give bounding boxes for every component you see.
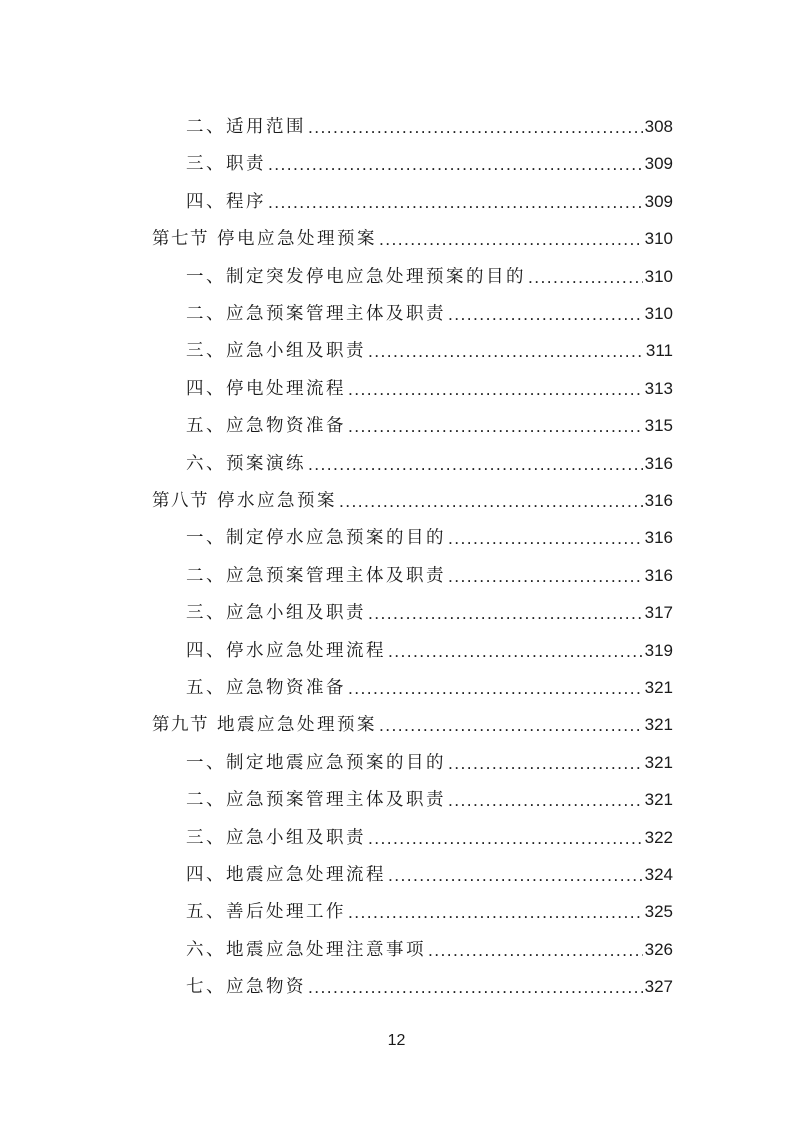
- toc-entry-page: 316: [644, 565, 673, 585]
- toc-entry-title: 一、制定突发停电应急处理预案的目的: [186, 266, 526, 287]
- toc-entry[interactable]: [186, 400, 673, 437]
- dot-leader: [348, 677, 643, 699]
- toc-entry-title: 一、制定停水应急预案的目的: [186, 528, 446, 549]
- dot-leader: [308, 453, 643, 475]
- toc-section-number: 第八节: [152, 491, 209, 511]
- toc-entry[interactable]: [186, 849, 673, 886]
- toc-entry[interactable]: [186, 662, 673, 699]
- dot-leader: [388, 640, 643, 662]
- toc-entry-title: 停水应急预案: [217, 491, 337, 511]
- toc-entry-page: 317: [644, 603, 673, 623]
- dot-leader: [339, 490, 643, 512]
- dot-leader: [448, 752, 643, 774]
- toc-entry[interactable]: [186, 924, 673, 961]
- dot-leader: [528, 266, 643, 288]
- toc-entry[interactable]: [186, 774, 673, 811]
- toc-entry-page: 310: [644, 304, 673, 323]
- toc-entry-page: 311: [645, 341, 673, 361]
- toc-section-entry[interactable]: [152, 699, 673, 736]
- toc-entry-title: 七、应急物资: [186, 977, 306, 998]
- dot-leader: [448, 527, 643, 549]
- toc-entry-page: 316: [644, 491, 673, 510]
- dot-leader: [348, 901, 643, 923]
- toc-entry-title: 二、适用范围: [186, 117, 306, 137]
- dot-leader: [368, 340, 644, 362]
- toc-entry[interactable]: [186, 251, 673, 288]
- toc-entry-page: 308: [644, 117, 673, 136]
- dot-leader: [448, 565, 643, 587]
- toc-entry-title: 四、地震应急处理流程: [186, 865, 386, 885]
- dot-leader: [268, 153, 643, 175]
- toc-section-number: 第九节: [152, 715, 209, 736]
- toc-entry-page: 310: [644, 266, 673, 286]
- toc-entry-page: 310: [644, 229, 673, 249]
- dot-leader: [388, 864, 643, 886]
- toc-entry-title: 三、职责: [186, 154, 266, 175]
- toc-entry-title: 五、善后处理工作: [186, 902, 346, 923]
- dot-leader: [308, 976, 643, 998]
- dot-leader: [448, 303, 643, 325]
- toc-entry-title: 四、停水应急处理流程: [186, 640, 386, 661]
- toc-entry-page: 321: [644, 752, 673, 772]
- toc-entry-title: 二、应急预案管理主体及职责: [186, 304, 446, 324]
- toc-entry-page: 324: [644, 865, 673, 884]
- toc-entry-page: 322: [644, 827, 673, 847]
- toc-entry[interactable]: [186, 812, 673, 849]
- toc-entry[interactable]: [186, 438, 673, 475]
- toc-entry[interactable]: [186, 363, 673, 400]
- toc-entry-page: 313: [644, 378, 673, 398]
- toc-entry[interactable]: [186, 512, 673, 549]
- toc-entry-page: 316: [644, 453, 673, 473]
- dot-leader: [379, 228, 643, 250]
- toc-entry-page: 315: [644, 416, 673, 436]
- toc-entry-title: 六、预案演练: [186, 453, 306, 474]
- toc-entry[interactable]: [186, 961, 673, 998]
- dot-leader: [348, 378, 643, 400]
- toc-entry[interactable]: [186, 138, 673, 175]
- toc-entry-title: 二、应急预案管理主体及职责: [186, 565, 446, 586]
- dot-leader: [379, 714, 643, 736]
- toc-entry-title: 停电应急处理预案: [217, 229, 377, 250]
- toc-entry[interactable]: [186, 176, 673, 213]
- toc-entry-page: 321: [644, 790, 673, 810]
- toc-section-number: 第七节: [152, 229, 209, 250]
- toc-entry[interactable]: [186, 886, 673, 923]
- toc-entry-page: 309: [644, 191, 673, 211]
- toc-entry-page: 326: [644, 939, 673, 959]
- toc-section-entry[interactable]: [152, 475, 673, 512]
- toc-entry-title: 地震应急处理预案: [217, 715, 377, 736]
- toc-entry-title: 四、停电处理流程: [186, 378, 346, 399]
- toc-entry[interactable]: [186, 737, 673, 774]
- toc-entry-page: 321: [644, 715, 673, 735]
- toc-entry-title: 二、应急预案管理主体及职责: [186, 790, 446, 811]
- toc-section-entry[interactable]: [152, 213, 673, 250]
- toc-entry-title: 三、应急小组及职责: [186, 827, 366, 848]
- toc-entry-page: 325: [644, 902, 673, 922]
- toc-entry[interactable]: [186, 587, 673, 624]
- dot-leader: [348, 415, 643, 437]
- toc-entry-page: 321: [644, 678, 673, 697]
- dot-leader: [448, 789, 643, 811]
- toc-entry[interactable]: [186, 101, 673, 138]
- toc-entry-page: 316: [644, 528, 673, 548]
- toc-entry[interactable]: [186, 550, 673, 587]
- dot-leader: [428, 939, 643, 961]
- toc-entry-title: 五、应急物资准备: [186, 416, 346, 437]
- toc-entry-title: 三、应急小组及职责: [186, 341, 366, 362]
- toc-entry-title: 一、制定地震应急预案的目的: [186, 752, 446, 773]
- toc-entry-title: 五、应急物资准备: [186, 678, 346, 698]
- toc-entry-page: 309: [644, 154, 673, 174]
- dot-leader: [368, 602, 643, 624]
- dot-leader: [308, 116, 643, 138]
- dot-leader: [368, 827, 643, 849]
- toc-entry[interactable]: [186, 288, 673, 325]
- toc-entry-title: 六、地震应急处理注意事项: [186, 939, 426, 960]
- toc-entry-page: 327: [644, 977, 673, 997]
- toc-entry[interactable]: [186, 625, 673, 662]
- toc-entry-title: 四、程序: [186, 191, 266, 212]
- dot-leader: [268, 191, 643, 213]
- toc-entry-title: 三、应急小组及职责: [186, 603, 366, 624]
- toc-entry[interactable]: [186, 325, 673, 362]
- page-number: 12: [387, 1032, 406, 1049]
- toc-entry-page: 319: [644, 640, 673, 660]
